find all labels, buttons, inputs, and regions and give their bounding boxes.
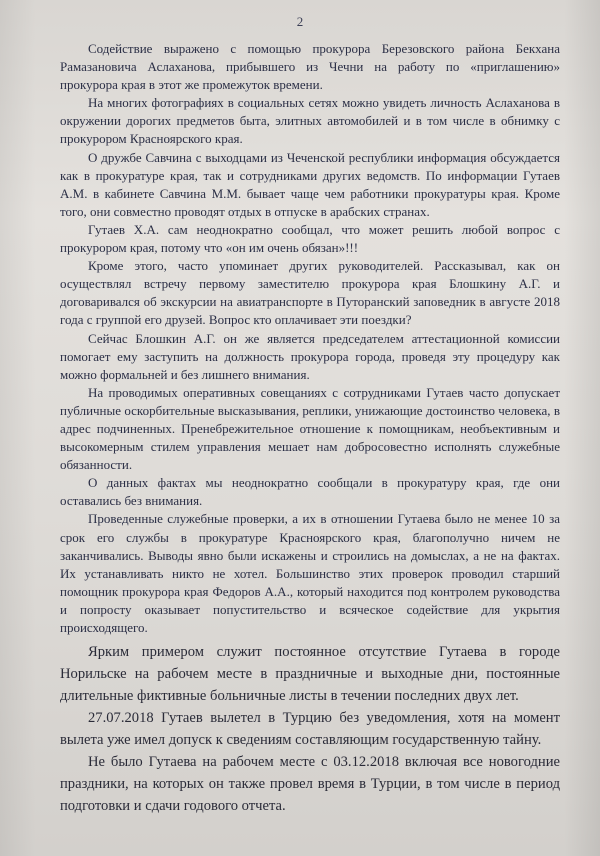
paragraph-11: 27.07.2018 Гутаев вылетел в Турцию без уведомления, хотя на момент вылета уже имел допуск к сведениям составляющим государственную тайну. [60,710,560,749]
paragraph-2: На многих фотографиях в социальных сетях можно увидеть личность Аслаханова в окружении дорогих предметов быта, элитных автомобилей и в том числе в обнимку с прокурором Красноярского края. [60,95,560,147]
paragraph-12: Не было Гутаева на рабочем месте с 03.12.2018 включая все новогодние праздники, на которых он также провел время в Турции, в том числе в период подготовки и сдачи годового отчета. [60,754,560,815]
paragraph-3: О дружбе Савчина с выходцами из Чеченской республики информация обсуждается как в прокуратуре края, так и сотрудниками других ведомств. По информации Гутаев А.М. в кабинете Савчина М.М. бывает чаще чем работники прокуратуры края. Кроме того, они совместно проводят отдых в отпуске в арабских странах. [60,149,560,219]
paragraph-9: Проведенные служебные проверки, а их в отношении Гутаева было не менее 10 за срок его службы в прокуратуре Красноярского края, благополучно ничем не заканчивались. Выводы явно были искажены и строились на домыслах, а не на фактах. Их устанавливать никто не хотел. Большинство этих проверок проводил старший помощник прокурора края Федоров А.А., который находится под контролем руководства и попросту оказывает попустительство и всяческое содействие для укрытия происходящего. [60,511,560,635]
paragraph-1: Содействие выражено с помощью прокурора Березовского района Бекхана Рамазановича Аслаханова, прибывшего из Чечни на работу по «приглашению» прокурора края в этот же промежуток времени. [60,41,560,93]
paragraph-10: Ярким примером служит постоянное отсутствие Гутаева в городе Норильске на рабочем месте в праздничные и выходные дни, постоянные длительные фиктивные больничные листы в течении последних двух лет. [60,644,560,705]
paragraph-7: На проводимых оперативных совещаниях с сотрудниками Гутаев часто допускает публичные оскорбительные высказывания, реплики, унижающие достоинство человека, в адрес подчиненных. Пренебрежительное отношение к помощникам, необъективным и высокомерным стилем управления мешает нам добросовестно исполнять служебные обязанности. [60,384,560,473]
paragraph-6: Сейчас Блошкин А.Г. он же является председателем аттестационной комиссии помогает ему заступить на должность прокурора города, проведя эту процедуру как можно формальней и без лишнего внимания. [60,330,560,382]
paragraph-4: Гутаев Х.А. сам неоднократно сообщал, что может решить любой вопрос с прокурором края, потому что «он им очень обязан»!!! [60,221,560,256]
paragraph-8: О данных фактах мы неоднократно сообщали в прокуратуру края, где они оставались без внимания. [60,475,560,509]
paragraph-5: Кроме этого, часто упоминает других руководителей. Рассказывал, как он осуществлял встречу первому заместителю прокурора края Блошкину А.Г. и договаривался об экскурсии на авиатранспорте в Путоранский заповедник в августе 2018 года с группой его друзей. Вопрос кто оплачивает эти поездки? [60,258,560,328]
page-number: 2 [296,14,304,29]
document-body [60,40,560,817]
